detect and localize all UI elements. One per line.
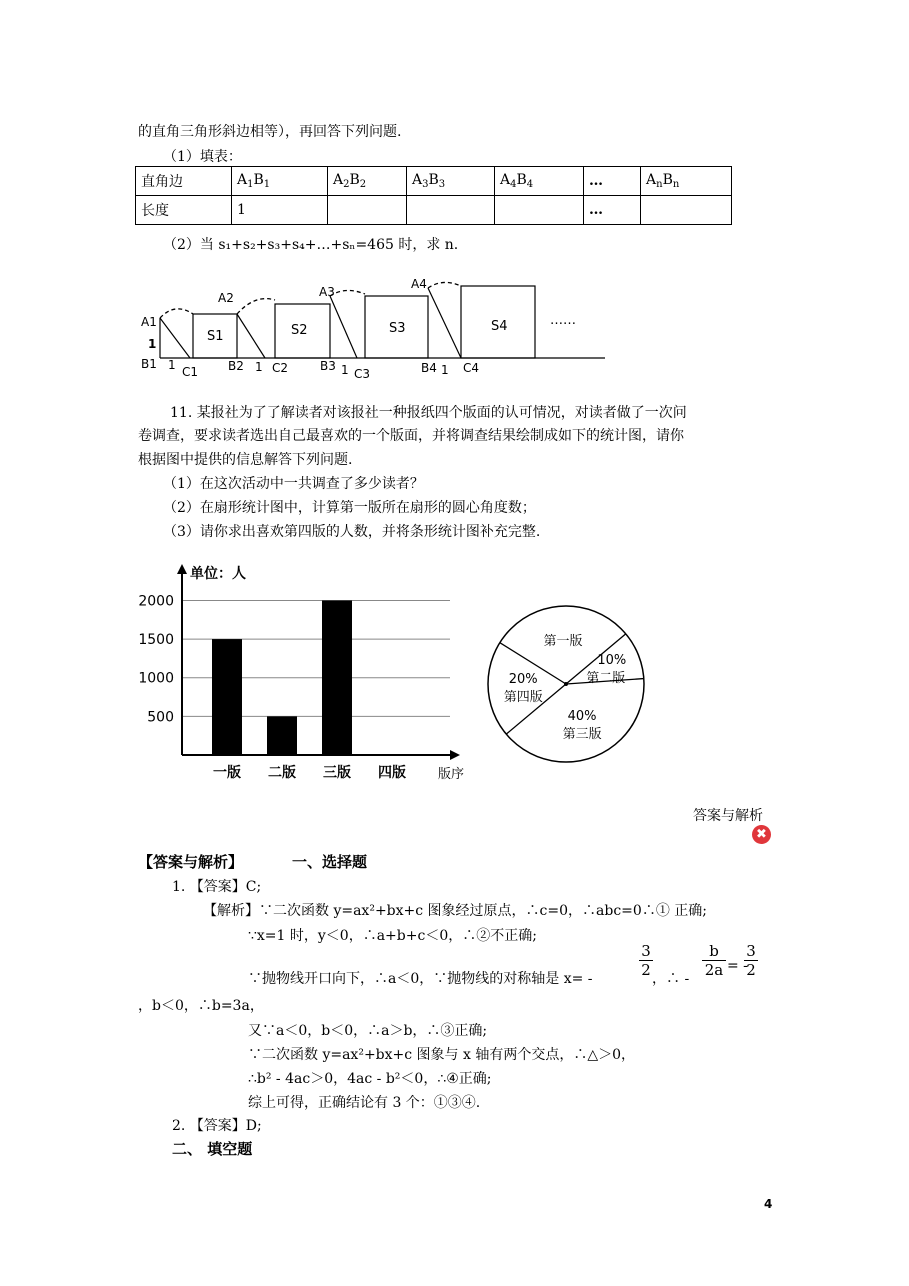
label-one: 1: [341, 363, 349, 377]
label-a3: A3: [319, 285, 335, 299]
close-icon[interactable]: ✖: [752, 825, 771, 844]
answer-1-line6: ∵二次函数 y=ax²+bx+c 图象与 x 轴有两个交点，∴△＞0，: [248, 1047, 636, 1063]
bar: [322, 600, 352, 755]
p11-line1: 11. 某报社为了了解读者对该报社一种报纸四个版面的认可情况，对读者做了一次问: [170, 405, 687, 421]
pie-slice-label: 第四版: [503, 689, 543, 705]
arc-2: [237, 299, 275, 314]
y-tick-labels: [138, 593, 174, 725]
x-axis-label: 版序: [438, 767, 465, 782]
table-cell: $A_4B_4$: [495, 167, 584, 196]
answer-1-line7: ∴b² - 4ac＞0，4ac - b²＜0，∴④正确;: [248, 1071, 492, 1087]
answer-1-line8: 综上可得，正确结论有 3 个：①③④.: [248, 1095, 481, 1111]
denominator: 2: [639, 960, 653, 979]
table-cell: [407, 196, 495, 225]
denominator: 2: [744, 960, 758, 979]
label-one: 1: [255, 360, 263, 374]
q1-label: （1）填表：: [163, 149, 242, 165]
section-2-title: 二、 填空题: [172, 1140, 253, 1158]
answers-header: 【答案与解析】: [138, 853, 244, 871]
label-s3: S3: [389, 321, 406, 336]
p11-q3: （3）请你求出喜欢第四版的人数，并将条形统计图补充完整.: [163, 524, 541, 540]
table-cell: …: [584, 167, 641, 196]
pie-percent-label: 40%: [567, 708, 597, 724]
answer-1-line5: 又∵a＜0，b＜0，∴a＞b，∴③正确;: [248, 1023, 488, 1039]
table-cell: 1: [232, 196, 328, 225]
fill-table: [135, 166, 732, 225]
pie-slice-label: 第二版: [586, 670, 626, 686]
label-one: 1: [168, 358, 176, 372]
y-axis-label: 单位：人: [190, 566, 246, 582]
category-label: 二版: [268, 765, 296, 781]
x-axis-arrow: [450, 750, 460, 760]
table-cell: $A_nB_n$: [641, 167, 732, 196]
p11-line3: 根据图中提供的信息解答下列问题.: [138, 452, 353, 468]
answer-1: 1. 【答案】C;: [172, 879, 262, 895]
table-row: [136, 196, 732, 225]
table-row: [136, 167, 732, 196]
pie-slice-label: 第三版: [562, 726, 602, 742]
label-c3: C3: [354, 367, 371, 381]
answer-1-line3-mid: ，∴ -: [652, 971, 690, 987]
pie-percent-label: 10%: [597, 652, 627, 668]
answer-2: 2. 【答案】D;: [172, 1118, 262, 1134]
label-a1: A1: [141, 315, 157, 329]
table-cell: [641, 196, 732, 225]
label-b2: B2: [228, 359, 244, 373]
pie-chart: [482, 590, 652, 780]
y-axis-arrow: [177, 564, 187, 574]
section-1-title: 一、选择题: [292, 853, 368, 871]
table-cell: $A_3B_3$: [407, 167, 495, 196]
category-label: 四版: [378, 765, 406, 781]
table-cell: 直角边: [136, 167, 232, 196]
arc-3: [330, 290, 365, 296]
label-b3: B3: [320, 359, 336, 373]
label-s4: S4: [491, 319, 508, 334]
page-number: 4: [764, 1197, 773, 1211]
label-a2: A2: [218, 291, 234, 305]
bar-chart: [130, 560, 470, 786]
label-s2: S2: [291, 323, 308, 338]
category-label: 一版: [213, 765, 241, 781]
fraction-3-over-2: [639, 942, 653, 979]
table-cell: $A_1B_1$: [232, 167, 328, 196]
p11-q1: （1）在这次活动中一共调查了多少读者？: [163, 476, 424, 492]
hyp-a2c2: [237, 314, 265, 358]
label-one: 1: [148, 337, 157, 351]
arc-1: [160, 309, 193, 318]
y-tick-label: 500: [147, 709, 174, 726]
bar: [267, 716, 297, 755]
pie-slice-label: 第一版: [543, 634, 583, 650]
p11-q2: （2）在扇形统计图中，计算第一版所在扇形的圆心角度数；: [163, 500, 536, 516]
label-one: 1: [441, 363, 449, 377]
hyp-a4c4: [428, 288, 461, 358]
answer-1-line3-eq: = -: [727, 958, 748, 974]
intro-line: 的直角三角形斜边相等），再回答下列问题.: [138, 124, 402, 140]
answer-1-line4: ，b＜0，∴b=3a，: [138, 998, 264, 1014]
answer-1-line3: ∵抛物线开口向下，∴a＜0，∵抛物线的对称轴是 x= -: [248, 971, 593, 987]
category-label: 三版: [323, 765, 351, 781]
denominator: 2a: [702, 960, 726, 979]
numerator: b: [709, 942, 719, 960]
pie-center: [564, 682, 568, 686]
hyp-a1c1: [160, 318, 190, 358]
arc-4: [428, 282, 461, 288]
label-b4: B4: [421, 361, 437, 375]
label-c1: C1: [182, 365, 199, 379]
table-cell: [328, 196, 407, 225]
numerator: 3: [641, 942, 651, 960]
answer-1-jiexi: 【解析】∵二次函数 y=ax²+bx+c 图象经过原点，∴c=0，∴abc=0∴① 正确;: [203, 903, 707, 919]
label-a4: A4: [411, 277, 427, 291]
fraction-b-over-2a: [702, 942, 726, 979]
label-b1: B1: [141, 357, 157, 371]
fraction-3-over-2-b: [744, 942, 758, 979]
answer-1-line2: ∵x=1 时，y＜0，∴a+b+c＜0，∴②不正确;: [248, 928, 537, 944]
bar: [212, 639, 242, 755]
pie-percent-label: 20%: [508, 671, 538, 687]
y-tick-label: 1500: [138, 632, 174, 649]
table-cell: $A_2B_2$: [328, 167, 407, 196]
numerator: 3: [746, 942, 756, 960]
label-s1: S1: [207, 329, 224, 344]
squares-figure: [135, 272, 615, 384]
table-cell: 长度: [136, 196, 232, 225]
label-c4: C4: [463, 361, 480, 375]
answer-link[interactable]: 答案与解析: [693, 808, 763, 824]
label-c2: C2: [272, 361, 289, 375]
y-tick-label: 2000: [138, 593, 174, 610]
label-ellipsis: ……: [550, 313, 576, 328]
table-cell: …: [584, 196, 641, 225]
category-labels: [213, 764, 406, 781]
table-cell: [495, 196, 584, 225]
q2-label: （2）当 s₁+s₂+s₃+s₄+…+sₙ=465 时，求 n.: [163, 237, 459, 253]
p11-line2: 卷调查，要求读者选出自己最喜欢的一个版面，并将调查结果绘制成如下的统计图，请你: [138, 428, 684, 444]
hyp-a3c3: [330, 296, 357, 358]
y-tick-label: 1000: [138, 670, 174, 687]
